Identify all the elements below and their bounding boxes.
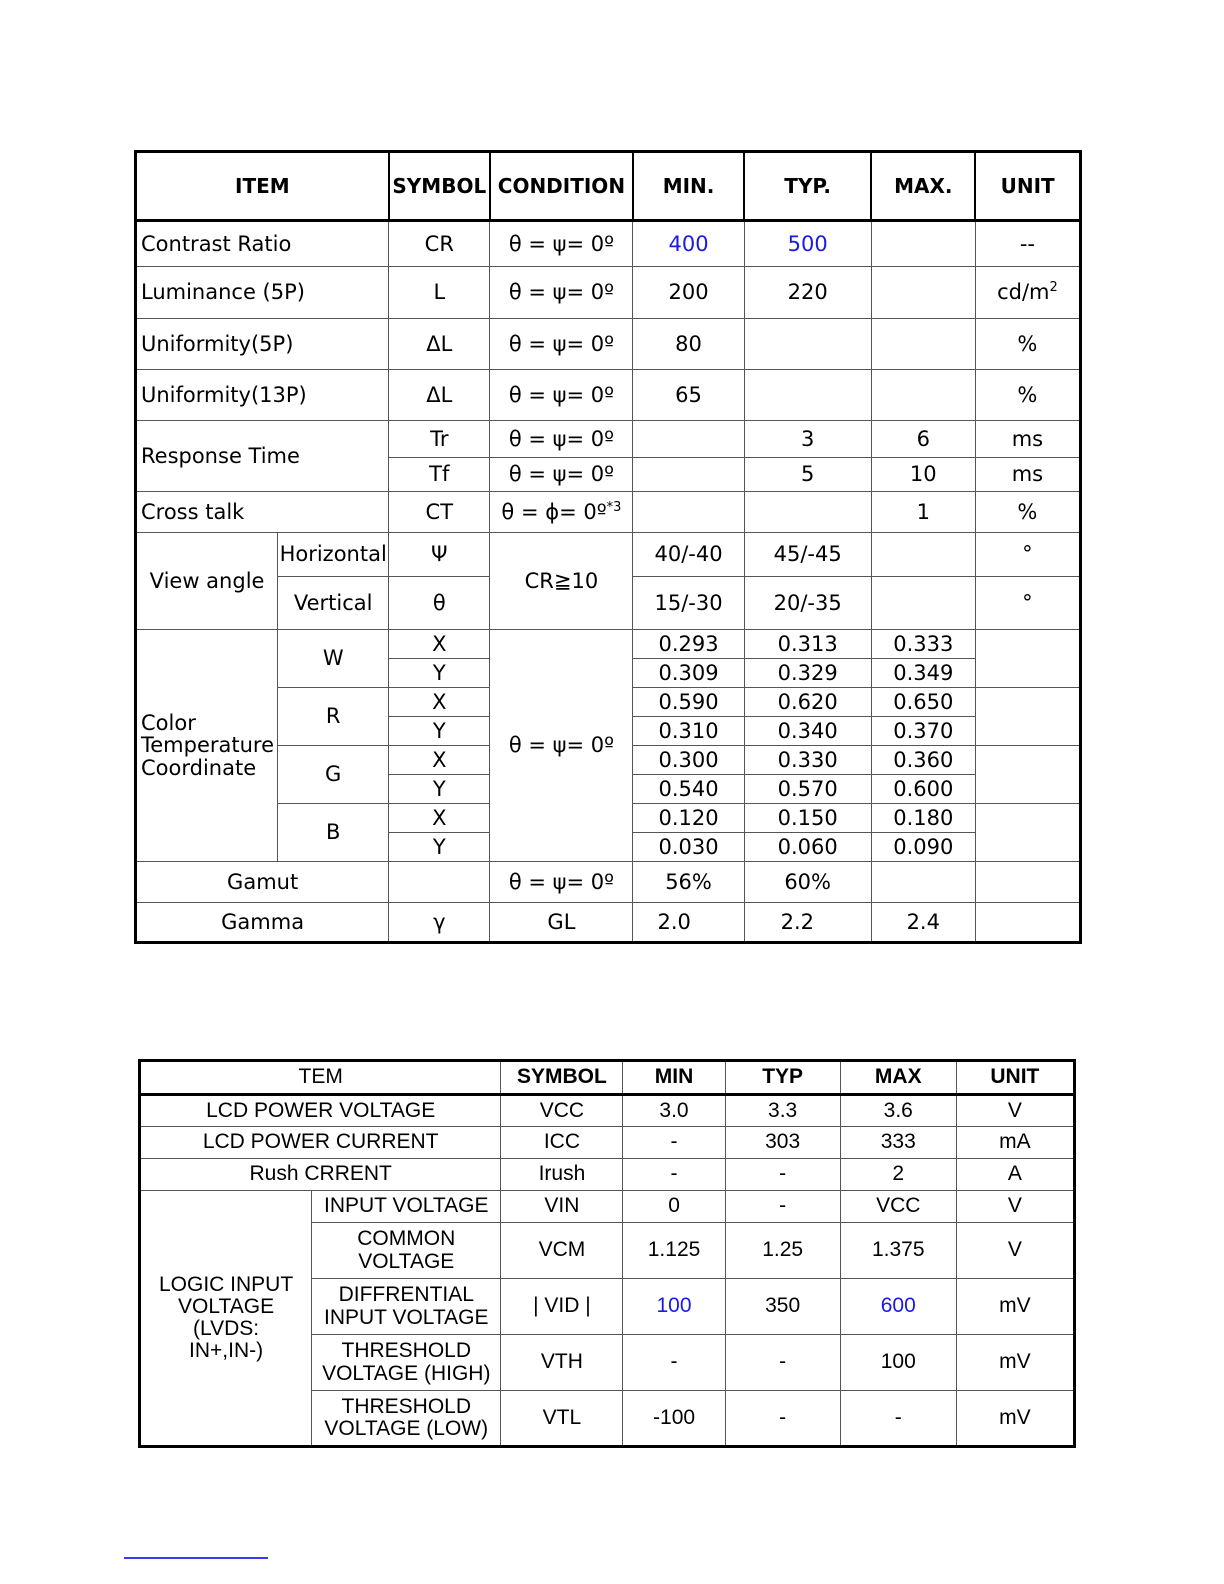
symbol-cell: VTH [501,1335,623,1391]
table-row [136,221,1081,267]
sub-item-label [312,1335,501,1391]
symbol-cell: ΔL [389,319,490,370]
unit-cell: mA [956,1127,1074,1159]
typ-cell: 500 [744,221,871,267]
min-cell [633,421,744,458]
typ-cell: 60% [744,862,871,903]
unit-cell: V [956,1223,1074,1279]
table-row [140,1095,1075,1127]
color-label-b: B [278,804,389,862]
col-header-min: MIN. [633,152,744,221]
max-cell [871,370,975,421]
item-label-line: Coordinate [141,755,257,780]
header-row [136,152,1081,221]
max-cell: 3.6 [840,1095,956,1127]
min-cell: 100 [623,1279,725,1335]
item-label: Contrast Ratio [136,221,389,267]
max-cell: 2 [840,1159,956,1191]
typ-cell: 1.25 [725,1223,840,1279]
max-cell: 600 [840,1279,956,1335]
min-cell: 40/-40 [633,533,744,577]
symbol-cell: X [389,746,490,775]
symbol-cell: Irush [501,1159,623,1191]
min-cell: 0.309 [633,659,744,688]
max-cell: 6 [871,421,975,458]
min-cell: 0.590 [633,688,744,717]
min-cell: 0 [623,1191,725,1223]
max-cell: 2.4 [871,903,975,943]
max-cell [871,862,975,903]
col-header-symbol: SYMBOL [501,1061,623,1095]
col-header-condition: CONDITION [490,152,633,221]
symbol-cell: ΔL [389,370,490,421]
symbol-cell: CR [389,221,490,267]
max-cell: 1.375 [840,1223,956,1279]
item-label: View angle [136,533,278,630]
symbol-cell: Y [389,833,490,862]
item-label: LCD POWER CURRENT [140,1127,501,1159]
condition-cell: θ = ψ= 0º [490,862,633,903]
condition-cell: θ = ψ= 0º [490,458,633,492]
col-header-item: TEM [140,1061,501,1095]
unit-cell [975,746,1080,804]
table-row [136,492,1081,533]
min-cell: -100 [623,1391,725,1447]
sub-item-line: VOLTAGE [358,1249,455,1273]
table-row [136,370,1081,421]
condition-cell: CR≧10 [490,533,633,630]
table-row [136,862,1081,903]
electrical-characteristics-table [138,1059,1076,1448]
sub-item-label: Horizontal [278,533,389,577]
max-cell: 10 [871,458,975,492]
unit-cell: % [975,370,1080,421]
header-row [140,1061,1075,1095]
sub-item-line: VOLTAGE (LOW) [324,1417,489,1440]
max-cell: 0.349 [871,659,975,688]
symbol-cell [389,862,490,903]
symbol-cell: Tf [389,458,490,492]
symbol-cell: θ [389,577,490,630]
unit-cell: mV [956,1391,1074,1447]
unit-cell: ms [975,421,1080,458]
typ-cell: - [725,1159,840,1191]
condition-cell: θ = ψ= 0º [490,421,633,458]
group-label [140,1191,312,1447]
sub-item-line: DIFFRENTIAL [338,1283,474,1307]
typ-cell: 0.620 [744,688,871,717]
col-header-unit: UNIT [975,152,1080,221]
unit-cell [975,688,1080,746]
sub-item-line: COMMON [357,1227,456,1251]
condition-cell: θ = ψ= 0º [490,221,633,267]
max-cell [871,267,975,319]
max-cell [871,577,975,630]
symbol-cell: X [389,804,490,833]
unit-cell: A [956,1159,1074,1191]
condition-cell: θ = ψ= 0º [490,267,633,319]
unit-superscript: 2 [1049,280,1058,296]
min-cell: 56% [633,862,744,903]
unit-cell [975,862,1080,903]
sub-item-label: INPUT VOLTAGE [312,1191,501,1223]
typ-cell: - [725,1391,840,1447]
table-row [136,319,1081,370]
table-row [136,533,1081,577]
condition-superscript: *3 [606,499,622,515]
symbol-cell: Ψ [389,533,490,577]
item-label-line: Temperature [141,733,275,758]
min-cell: 0.120 [633,804,744,833]
min-cell: 80 [633,319,744,370]
typ-cell: 0.060 [744,833,871,862]
symbol-cell: | VID | [501,1279,623,1335]
sub-item-line: VOLTAGE (HIGH) [322,1361,491,1385]
min-cell: 0.300 [633,746,744,775]
typ-cell: 220 [744,267,871,319]
typ-cell: 0.150 [744,804,871,833]
max-cell: 0.650 [871,688,975,717]
sub-item-label [312,1391,501,1447]
table-row [136,421,1081,458]
typ-cell: - [725,1335,840,1391]
unit-cell: ms [975,458,1080,492]
max-cell: 1 [871,492,975,533]
unit-cell: mV [956,1335,1074,1391]
condition-cell: GL [490,903,633,943]
table-row [136,630,1081,659]
max-cell: 333 [840,1127,956,1159]
symbol-cell: L [389,267,490,319]
min-cell: 0.293 [633,630,744,659]
typ-cell: 0.570 [744,775,871,804]
typ-cell: 0.313 [744,630,871,659]
unit-cell [975,804,1080,862]
min-cell [633,458,744,492]
max-cell: 100 [840,1335,956,1391]
condition-text: θ = ϕ= 0º [501,499,607,524]
max-cell: 0.333 [871,630,975,659]
sub-item-line: THRESHOLD [341,1339,472,1363]
typ-cell: 3.3 [725,1095,840,1127]
typ-cell [744,370,871,421]
typ-cell: 2.2 [744,903,871,943]
color-label-g: G [278,746,389,804]
unit-cell: ° [975,577,1080,630]
unit-cell: -- [975,221,1080,267]
unit-cell [975,267,1080,319]
min-cell: - [623,1159,725,1191]
symbol-cell: X [389,630,490,659]
item-label: Uniformity(13P) [136,370,389,421]
symbol-cell: CT [389,492,490,533]
unit-cell [975,630,1080,688]
max-cell: 0.360 [871,746,975,775]
col-header-max: MAX. [871,152,975,221]
min-cell: 65 [633,370,744,421]
max-cell: 0.090 [871,833,975,862]
symbol-cell: VIN [501,1191,623,1223]
condition-cell: θ = ψ= 0º [490,319,633,370]
symbol-cell: VTL [501,1391,623,1447]
sub-item-line: THRESHOLD [341,1394,472,1418]
max-cell [871,221,975,267]
min-cell: 400 [633,221,744,267]
footnote-separator-line [124,1557,268,1559]
item-label: Gamut [136,862,389,903]
col-header-symbol: SYMBOL [389,152,490,221]
max-cell: 0.370 [871,717,975,746]
typ-cell: 350 [725,1279,840,1335]
item-label-line: Color [141,711,196,736]
symbol-cell: VCM [501,1223,623,1279]
col-header-item: ITEM [136,152,389,221]
condition-cell: θ = ψ= 0º [490,370,633,421]
symbol-cell: Tr [389,421,490,458]
item-label: Gamma [136,903,389,943]
table-row [140,1159,1075,1191]
col-header-unit: UNIT [956,1061,1074,1095]
item-label: Rush CRRENT [140,1159,501,1191]
typ-cell: 303 [725,1127,840,1159]
color-label-r: R [278,688,389,746]
item-label: Cross talk [136,492,389,533]
symbol-cell: VCC [501,1095,623,1127]
group-label-line: VOLTAGE [178,1294,275,1318]
min-cell: 0.540 [633,775,744,804]
min-cell: 3.0 [623,1095,725,1127]
unit-cell [975,903,1080,943]
unit-cell: % [975,492,1080,533]
max-cell [871,319,975,370]
group-label-line: IN+,IN-) [189,1339,264,1363]
item-label [136,630,278,862]
group-label-line: (LVDS: [193,1317,260,1340]
sub-item-label [312,1223,501,1279]
table-row [140,1191,1075,1223]
min-cell: 200 [633,267,744,319]
min-cell [633,492,744,533]
sub-item-label: Vertical [278,577,389,630]
symbol-cell: γ [389,903,490,943]
typ-cell: 5 [744,458,871,492]
unit-cell: mV [956,1279,1074,1335]
symbol-cell: Y [389,717,490,746]
max-cell [871,533,975,577]
table-row [136,903,1081,943]
typ-cell [744,319,871,370]
sub-item-line: INPUT VOLTAGE [323,1305,489,1329]
min-cell: 1.125 [623,1223,725,1279]
unit-cell: V [956,1095,1074,1127]
unit-cell: % [975,319,1080,370]
symbol-cell: Y [389,775,490,804]
table-row [140,1127,1075,1159]
max-cell: VCC [840,1191,956,1223]
col-header-typ: TYP [725,1061,840,1095]
typ-cell: 0.330 [744,746,871,775]
min-cell: - [623,1335,725,1391]
typ-cell: - [725,1191,840,1223]
min-cell: 15/-30 [633,577,744,630]
unit-cell: V [956,1191,1074,1223]
symbol-cell: Y [389,659,490,688]
min-cell: 2.0 [633,903,744,943]
min-cell: 0.030 [633,833,744,862]
unit-text: cd/m [997,280,1050,305]
unit-cell: ° [975,533,1080,577]
col-header-min: MIN [623,1061,725,1095]
table-row [136,267,1081,319]
optical-characteristics-table [134,150,1082,944]
symbol-cell: X [389,688,490,717]
max-cell: 0.600 [871,775,975,804]
color-label-w: W [278,630,389,688]
group-label-line: LOGIC INPUT [158,1272,294,1296]
condition-cell [490,492,633,533]
item-label: LCD POWER VOLTAGE [140,1095,501,1127]
typ-cell: 0.329 [744,659,871,688]
symbol-cell: ICC [501,1127,623,1159]
col-header-typ: TYP. [744,152,871,221]
typ-cell: 3 [744,421,871,458]
typ-cell: 20/-35 [744,577,871,630]
item-label: Response Time [136,421,389,492]
item-label: Uniformity(5P) [136,319,389,370]
max-cell: - [840,1391,956,1447]
sub-item-label [312,1279,501,1335]
condition-cell: θ = ψ= 0º [490,630,633,862]
item-label: Luminance (5P) [136,267,389,319]
max-cell: 0.180 [871,804,975,833]
typ-cell [744,492,871,533]
typ-cell: 45/-45 [744,533,871,577]
typ-cell: 0.340 [744,717,871,746]
col-header-max: MAX [840,1061,956,1095]
min-cell: 0.310 [633,717,744,746]
min-cell: - [623,1127,725,1159]
